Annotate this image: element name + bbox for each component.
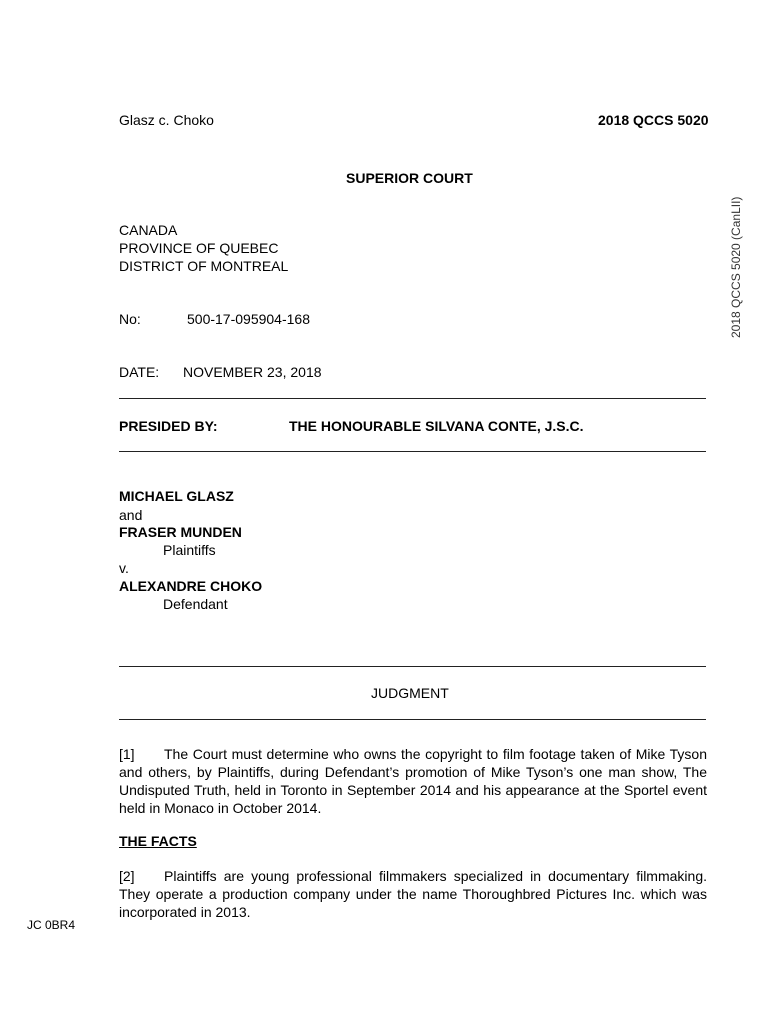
paragraph-number: [1] xyxy=(119,746,135,762)
date-label: DATE: xyxy=(119,364,160,380)
paragraph-number: [2] xyxy=(119,868,135,884)
presided-label: PRESIDED BY: xyxy=(119,418,218,434)
date-value: NOVEMBER 23, 2018 xyxy=(183,364,322,380)
divider-rule xyxy=(119,666,706,667)
conjunction: and xyxy=(119,507,143,523)
paragraph-text: The Court must determine who owns the copyright to film footage taken of Mike Tyson and others, by Plaintiffs, during Defendant’s promotion of Mike Tyson’s one man show, The Undisputed Truth, held in Toronto in September 2014 and his appearance at the Sportel event held in Monaco in October 2014. xyxy=(119,746,707,816)
section-heading: THE FACTS xyxy=(119,833,197,849)
defendant-role: Defendant xyxy=(163,596,228,612)
plaintiffs-role: Plaintiffs xyxy=(163,542,216,558)
versus: v. xyxy=(119,560,129,576)
paragraph xyxy=(119,745,707,817)
presiding-judge: THE HONOURABLE SILVANA CONTE, J.S.C. xyxy=(289,418,584,434)
jurisdiction-district: DISTRICT OF MONTREAL xyxy=(119,258,289,274)
style-of-cause: Glasz c. Choko xyxy=(119,112,214,128)
citation: 2018 QCCS 5020 xyxy=(598,112,709,128)
side-citation: 2018 QCCS 5020 (CanLII) xyxy=(729,196,743,338)
divider-rule xyxy=(119,398,706,399)
court-name: SUPERIOR COURT xyxy=(346,170,473,186)
jurisdiction-country: CANADA xyxy=(119,222,178,238)
plaintiff-name: MICHAEL GLASZ xyxy=(119,488,234,504)
judgment-title: JUDGMENT xyxy=(371,685,449,701)
paragraph-text: Plaintiffs are young professional filmmakers specialized in documentary filmmaking. They operate a production company under the name Thoroughbred Pictures Inc. which was incorporated in 2013. xyxy=(119,868,707,920)
defendant-name: ALEXANDRE CHOKO xyxy=(119,578,263,594)
file-number: 500-17-095904-168 xyxy=(187,311,310,327)
paragraph xyxy=(119,867,707,921)
divider-rule xyxy=(119,719,706,720)
plaintiff-name: FRASER MUNDEN xyxy=(119,524,242,540)
jurisdiction-province: PROVINCE OF QUEBEC xyxy=(119,240,279,256)
divider-rule xyxy=(119,451,706,452)
file-number-label: No: xyxy=(119,311,141,327)
footer-code: JC 0BR4 xyxy=(27,918,76,932)
